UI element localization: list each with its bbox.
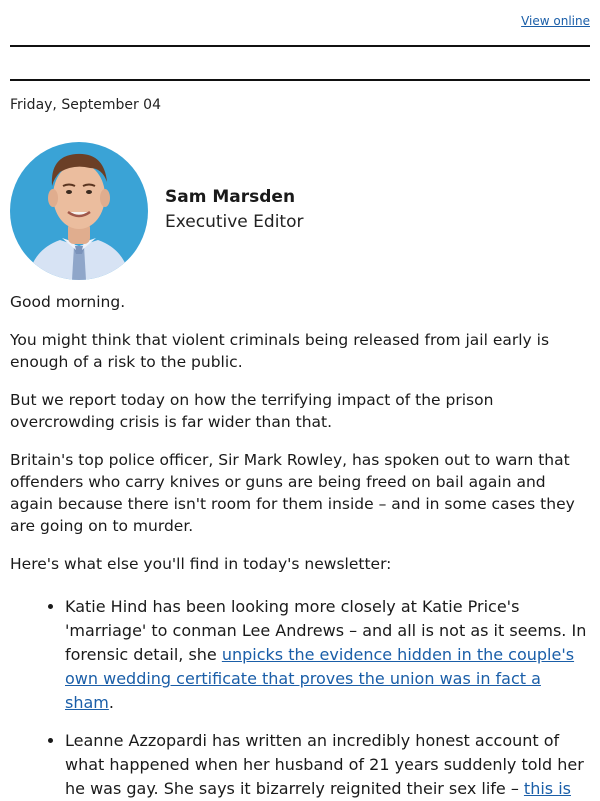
author-info bbox=[165, 185, 303, 235]
masthead bbox=[10, 47, 590, 81]
paragraph-2: But we report today on how the terrifying impact of the prison overcrowding crisis is far wider than that. bbox=[10, 391, 494, 431]
list-item bbox=[65, 729, 590, 801]
story-list bbox=[10, 595, 590, 801]
view-online-link[interactable]: View online bbox=[521, 14, 590, 28]
greeting: Good morning. bbox=[10, 293, 126, 311]
list-item-text: Leanne Azzopardi has written an incredibly honest account of what happened when her husband of 21 years suddenly told her he was gay. She says it bizarrely reignited their sex life – bbox=[65, 731, 584, 798]
author-avatar bbox=[10, 142, 148, 280]
paragraph-1: You might think that violent criminals being released from jail early is enough of a risk to the public. bbox=[10, 331, 550, 371]
top-bar bbox=[10, 0, 590, 47]
paragraph-4: Here's what else you'll find in today's newsletter: bbox=[10, 555, 392, 573]
author-block bbox=[10, 133, 590, 283]
newsletter bbox=[10, 0, 590, 801]
story-link-leanne[interactable]: this is bbox=[523, 779, 571, 798]
list-item-trailing: . bbox=[108, 693, 114, 712]
paragraph-3: Britain's top police officer, Sir Mark Rowley, has spoken out to warn that offenders who carry knives or guns are being freed on bail again and again because there isn't room for them inside – and in some cases they are going on to murder. bbox=[10, 451, 575, 535]
story-link-wedding-certificate[interactable]: unpicks the evidence hidden in the couple's own wedding certificate that proves the union was in fact a sham bbox=[65, 645, 575, 712]
author-name: Sam Marsden bbox=[165, 187, 296, 207]
list-item bbox=[65, 595, 590, 715]
issue-date: Friday, September 04 bbox=[10, 97, 161, 113]
list-item-text: Katie Hind has been looking more closely at Katie Price's 'marriage' to conman Lee Andrews – and all is not as it seems. In forensic detail, she bbox=[65, 597, 587, 664]
author-role: Executive Editor bbox=[165, 212, 304, 232]
